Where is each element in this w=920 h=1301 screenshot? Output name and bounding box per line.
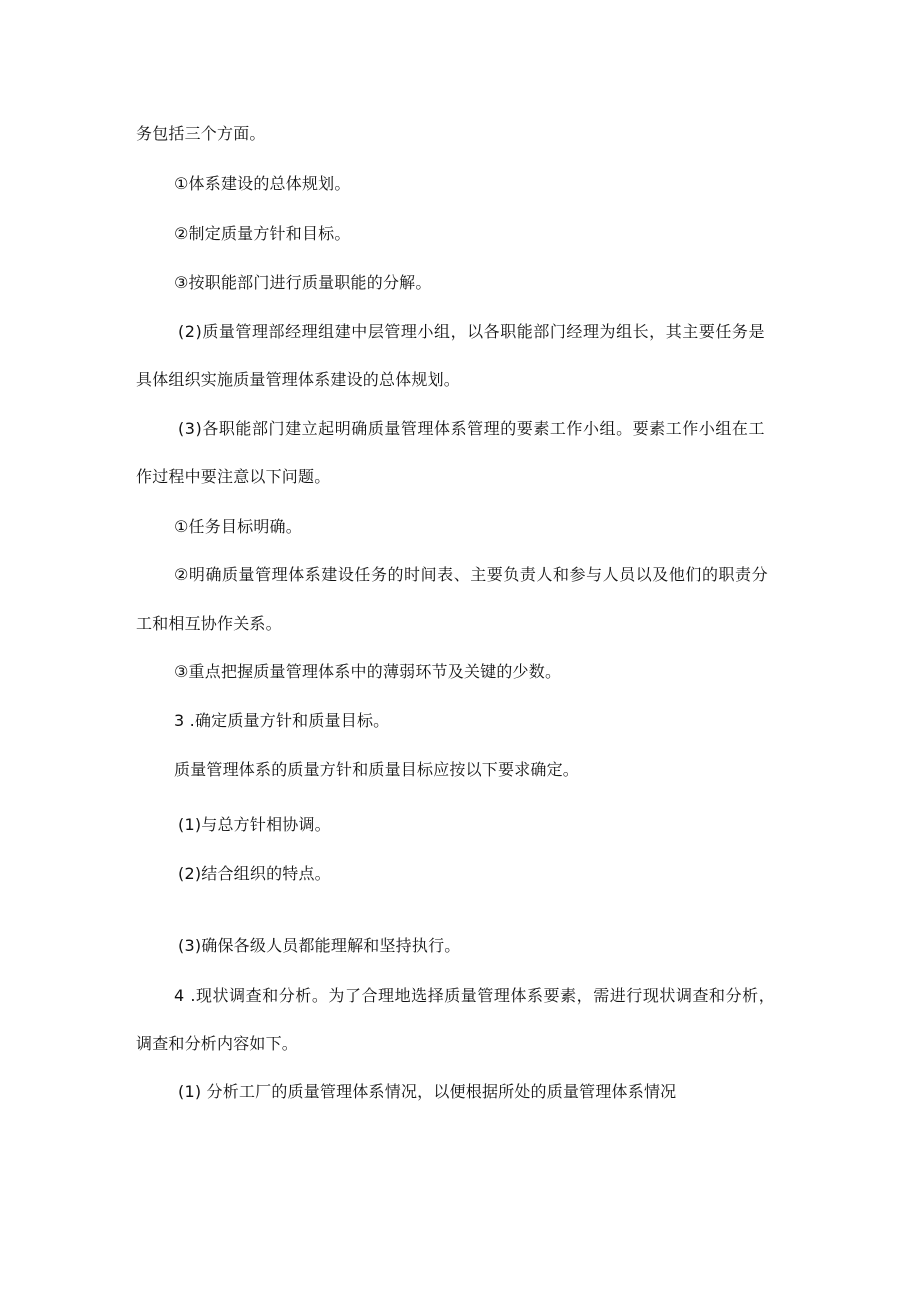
text-line: (1)与总方针相协调。 (178, 815, 331, 834)
text-line: (2)质量管理部经理组建中层管理小组，以各职能部门经理为组长，其主要任务是 (178, 322, 766, 341)
text-line: 调查和分析内容如下。 (136, 1034, 299, 1053)
text-line: (3)各职能部门建立起明确质量管理体系管理的要素工作小组。要素工作小组在工 (178, 419, 766, 438)
text-line: 具体组织实施质量管理体系建设的总体规划。 (136, 370, 461, 389)
text-line: (1) 分析工厂的质量管理体系情况，以便根据所处的质量管理体系情况 (178, 1082, 677, 1101)
text-line: ①任务目标明确。 (174, 517, 302, 536)
text-line: ③重点把握质量管理体系中的薄弱环节及关键的少数。 (174, 662, 562, 681)
text-line: ③按职能部门进行质量职能的分解。 (174, 273, 432, 292)
text-line: (2)结合组织的特点。 (178, 864, 331, 883)
text-line: ①体系建设的总体规划。 (174, 174, 351, 193)
text-line: ②制定质量方针和目标。 (174, 224, 351, 243)
text-line: ②明确质量管理体系建设任务的时间表、主要负责人和参与人员以及他们的职责分 (174, 565, 769, 584)
section-heading: 3 .确定质量方针和质量目标。 (174, 711, 390, 730)
text-line: 务包括三个方面。 (136, 124, 266, 143)
text-line: (3)确保各级人员都能理解和坚持执行。 (178, 936, 461, 955)
text-line: 质量管理体系的质量方针和质量目标应按以下要求确定。 (174, 760, 580, 779)
text-line: 工和相互协作关系。 (136, 614, 282, 633)
text-line: 作过程中要注意以下问题。 (136, 467, 331, 486)
section-heading: 4 .现状调查和分析。为了合理地选择质量管理体系要素，需进行现状调查和分析， (174, 986, 776, 1005)
